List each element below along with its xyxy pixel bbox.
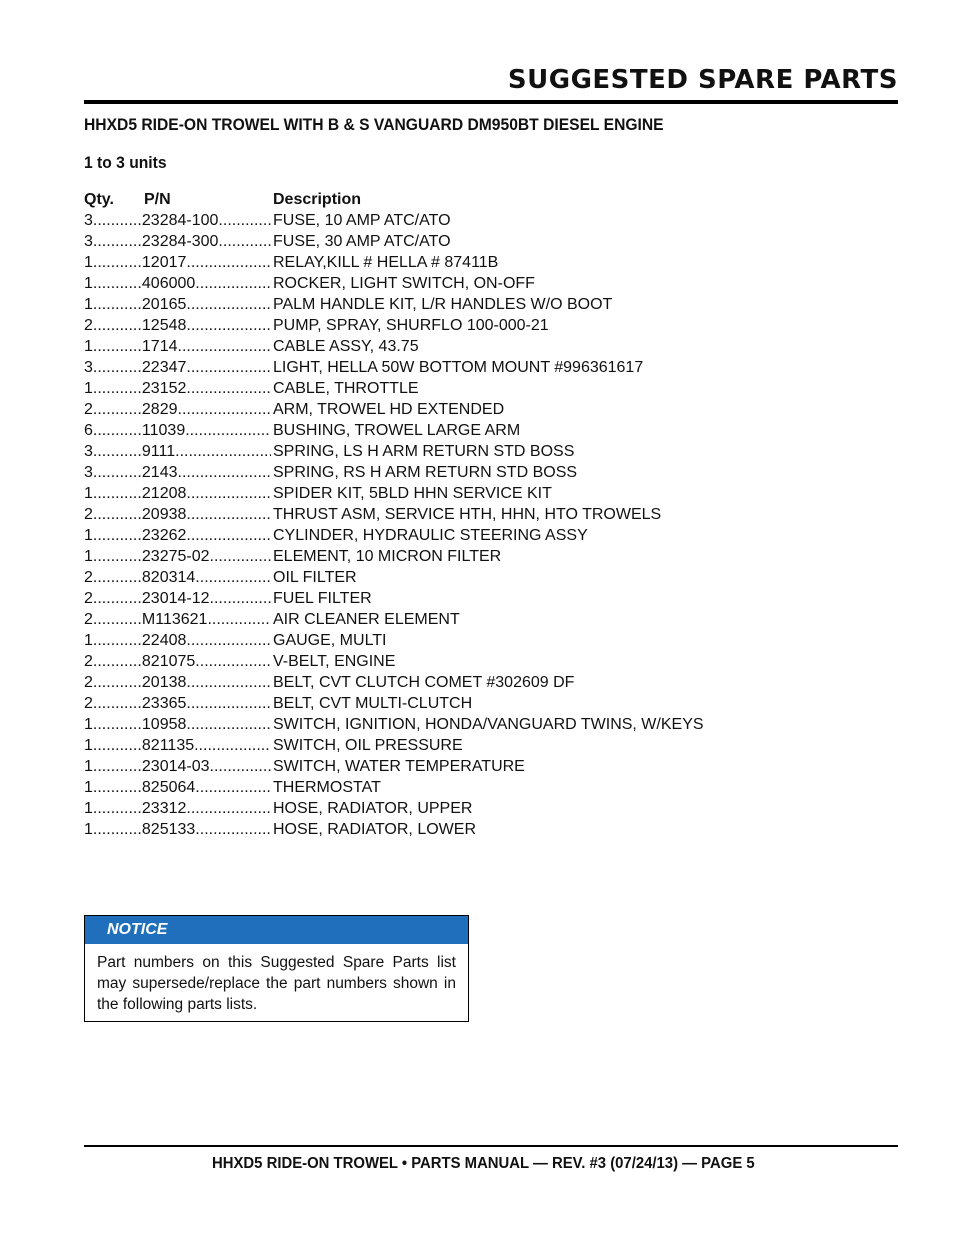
dot-leader bbox=[93, 672, 142, 693]
dot-leader bbox=[195, 651, 271, 672]
spare-parts-table bbox=[84, 189, 784, 840]
table-row bbox=[84, 756, 784, 777]
dot-leader bbox=[93, 483, 142, 504]
row-leader bbox=[84, 714, 271, 735]
row-description: CABLE ASSY, 43.75 bbox=[273, 338, 419, 355]
row-description: FUEL FILTER bbox=[273, 590, 372, 607]
row-leader bbox=[84, 672, 271, 693]
row-leader bbox=[84, 294, 271, 315]
unit-range-label: 1 to 3 units bbox=[84, 153, 167, 172]
row-qty: 1 bbox=[84, 632, 93, 649]
row-leader bbox=[84, 378, 271, 399]
column-header-pn: P/N bbox=[144, 191, 171, 208]
row-part-number: 23014-12 bbox=[141, 590, 210, 607]
dot-leader bbox=[186, 630, 271, 651]
row-part-number: 22408 bbox=[141, 632, 187, 649]
dot-leader bbox=[93, 504, 142, 525]
row-description: HOSE, RADIATOR, UPPER bbox=[273, 800, 473, 817]
row-leader bbox=[84, 819, 271, 840]
dot-leader bbox=[195, 273, 271, 294]
row-description: OIL FILTER bbox=[273, 569, 357, 586]
table-row bbox=[84, 777, 784, 798]
dot-leader bbox=[93, 420, 142, 441]
row-description: BELT, CVT CLUTCH COMET #302609 DF bbox=[273, 674, 575, 691]
row-qty: 1 bbox=[84, 548, 93, 565]
row-qty: 2 bbox=[84, 674, 93, 691]
row-part-number: 23262 bbox=[141, 527, 187, 544]
table-row bbox=[84, 609, 784, 630]
dot-leader bbox=[186, 378, 271, 399]
row-leader bbox=[84, 462, 271, 483]
row-description: LIGHT, HELLA 50W BOTTOM MOUNT #996361617 bbox=[273, 359, 644, 376]
row-qty: 1 bbox=[84, 380, 93, 397]
row-description: SWITCH, OIL PRESSURE bbox=[273, 737, 463, 754]
page-title: SUGGESTED SPARE PARTS bbox=[507, 65, 898, 95]
dot-leader bbox=[93, 315, 142, 336]
row-qty: 1 bbox=[84, 716, 93, 733]
row-qty: 1 bbox=[84, 800, 93, 817]
row-part-number: 820314 bbox=[141, 569, 196, 586]
table-row bbox=[84, 567, 784, 588]
row-leader bbox=[84, 231, 271, 252]
dot-leader bbox=[210, 546, 271, 567]
row-description: GAUGE, MULTI bbox=[273, 632, 387, 649]
dot-leader bbox=[186, 714, 271, 735]
row-qty: 6 bbox=[84, 422, 93, 439]
row-qty: 3 bbox=[84, 233, 93, 250]
row-part-number: 20938 bbox=[141, 506, 187, 523]
table-row bbox=[84, 483, 784, 504]
row-qty: 2 bbox=[84, 653, 93, 670]
row-qty: 1 bbox=[84, 527, 93, 544]
dot-leader bbox=[186, 693, 271, 714]
table-row bbox=[84, 525, 784, 546]
column-header-description: Description bbox=[273, 191, 362, 208]
row-description: HOSE, RADIATOR, LOWER bbox=[273, 821, 476, 838]
row-part-number: 22347 bbox=[141, 359, 187, 376]
table-row bbox=[84, 420, 784, 441]
row-leader bbox=[84, 336, 271, 357]
row-part-number: 23284-100 bbox=[141, 212, 219, 229]
row-part-number: 11039 bbox=[141, 422, 186, 439]
dot-leader bbox=[207, 609, 271, 630]
table-row bbox=[84, 252, 784, 273]
dot-leader bbox=[93, 525, 142, 546]
dot-leader bbox=[93, 693, 142, 714]
row-part-number: 406000 bbox=[141, 275, 196, 292]
row-leader bbox=[84, 483, 271, 504]
row-qty: 3 bbox=[84, 359, 93, 376]
dot-leader bbox=[93, 651, 142, 672]
row-leader bbox=[84, 735, 271, 756]
dot-leader bbox=[93, 735, 142, 756]
footer-divider bbox=[84, 1145, 898, 1147]
row-part-number: 9111 bbox=[141, 443, 176, 460]
row-leader bbox=[84, 630, 271, 651]
row-description: CABLE, THROTTLE bbox=[273, 380, 419, 397]
row-qty: 1 bbox=[84, 779, 93, 796]
row-qty: 2 bbox=[84, 695, 93, 712]
row-description: PALM HANDLE KIT, L/R HANDLES W/O BOOT bbox=[273, 296, 613, 313]
row-description: RELAY,KILL # HELLA # 87411B bbox=[273, 254, 499, 271]
dot-leader bbox=[93, 609, 142, 630]
dot-leader bbox=[93, 546, 142, 567]
row-part-number: 2143 bbox=[141, 464, 178, 481]
row-leader bbox=[84, 777, 271, 798]
dot-leader bbox=[93, 357, 142, 378]
row-description: THRUST ASM, SERVICE HTH, HHN, HTO TROWELS bbox=[273, 506, 662, 523]
dot-leader bbox=[186, 294, 271, 315]
dot-leader bbox=[186, 357, 271, 378]
dot-leader bbox=[93, 399, 142, 420]
dot-leader bbox=[186, 483, 271, 504]
dot-leader bbox=[93, 336, 142, 357]
dot-leader bbox=[93, 462, 142, 483]
dot-leader bbox=[93, 588, 142, 609]
row-part-number: 23365 bbox=[141, 695, 187, 712]
row-part-number: 825064 bbox=[141, 779, 196, 796]
row-description: BUSHING, TROWEL LARGE ARM bbox=[273, 422, 521, 439]
table-row bbox=[84, 672, 784, 693]
row-leader bbox=[84, 651, 271, 672]
row-qty: 1 bbox=[84, 338, 93, 355]
dot-leader bbox=[186, 315, 271, 336]
table-row bbox=[84, 336, 784, 357]
dot-leader bbox=[186, 798, 271, 819]
dot-leader bbox=[93, 273, 142, 294]
table-row bbox=[84, 210, 784, 231]
row-description: SWITCH, WATER TEMPERATURE bbox=[273, 758, 525, 775]
table-row bbox=[84, 273, 784, 294]
row-qty: 3 bbox=[84, 443, 93, 460]
row-part-number: 825133 bbox=[141, 821, 196, 838]
row-leader bbox=[84, 357, 271, 378]
row-part-number: 23284-300 bbox=[141, 233, 219, 250]
row-leader bbox=[84, 504, 271, 525]
table-row bbox=[84, 651, 784, 672]
row-description: SPRING, RS H ARM RETURN STD BOSS bbox=[273, 464, 578, 481]
dot-leader bbox=[93, 294, 142, 315]
dot-leader bbox=[186, 672, 271, 693]
row-qty: 3 bbox=[84, 464, 93, 481]
table-row bbox=[84, 231, 784, 252]
row-part-number: 23014-03 bbox=[141, 758, 210, 775]
row-description: FUSE, 10 AMP ATC/ATO bbox=[273, 212, 451, 229]
table-row bbox=[84, 399, 784, 420]
row-part-number: 12017 bbox=[141, 254, 187, 271]
row-part-number: 821135 bbox=[141, 737, 195, 754]
table-row bbox=[84, 504, 784, 525]
row-part-number: 10958 bbox=[141, 716, 187, 733]
dot-leader bbox=[195, 777, 271, 798]
row-leader bbox=[84, 441, 271, 462]
dot-leader bbox=[185, 420, 271, 441]
dot-leader bbox=[210, 756, 271, 777]
row-leader bbox=[84, 546, 271, 567]
table-row bbox=[84, 315, 784, 336]
table-row bbox=[84, 441, 784, 462]
row-part-number: 23312 bbox=[141, 800, 187, 817]
row-part-number: 821075 bbox=[141, 653, 196, 670]
row-leader bbox=[84, 693, 271, 714]
row-qty: 2 bbox=[84, 611, 93, 628]
row-part-number: M113621 bbox=[141, 611, 208, 628]
notice-text: Part numbers on this Suggested Spare Parts list may supersede/replace the part numbers shown in the following parts lists. bbox=[97, 954, 456, 1013]
dot-leader bbox=[93, 819, 142, 840]
table-row bbox=[84, 714, 784, 735]
row-leader bbox=[84, 525, 271, 546]
dot-leader bbox=[186, 504, 271, 525]
document-subtitle: HHXD5 RIDE-ON TROWEL WITH B & S VANGUARD DM950BT DIESEL ENGINE bbox=[84, 115, 664, 134]
row-qty: 1 bbox=[84, 821, 93, 838]
row-description: THERMOSTAT bbox=[273, 779, 381, 796]
row-leader bbox=[84, 252, 271, 273]
row-leader bbox=[84, 588, 271, 609]
dot-leader bbox=[93, 210, 142, 231]
row-qty: 3 bbox=[84, 212, 93, 229]
row-description: ARM, TROWEL HD EXTENDED bbox=[273, 401, 505, 418]
row-part-number: 23275-02 bbox=[141, 548, 210, 565]
dot-leader bbox=[210, 588, 271, 609]
dot-leader bbox=[186, 252, 271, 273]
row-leader bbox=[84, 756, 271, 777]
row-description: AIR CLEANER ELEMENT bbox=[273, 611, 460, 628]
row-qty: 1 bbox=[84, 296, 93, 313]
row-qty: 1 bbox=[84, 737, 93, 754]
dot-leader bbox=[175, 441, 271, 462]
dot-leader bbox=[93, 231, 142, 252]
dot-leader bbox=[218, 231, 271, 252]
row-description: FUSE, 30 AMP ATC/ATO bbox=[273, 233, 451, 250]
row-leader bbox=[84, 315, 271, 336]
row-leader bbox=[84, 210, 271, 231]
row-part-number: 21208 bbox=[141, 485, 187, 502]
column-header-qty: Qty. bbox=[84, 191, 114, 208]
dot-leader bbox=[93, 777, 142, 798]
row-qty: 1 bbox=[84, 275, 93, 292]
dot-leader bbox=[93, 252, 142, 273]
table-row bbox=[84, 735, 784, 756]
row-qty: 1 bbox=[84, 758, 93, 775]
row-leader bbox=[84, 609, 271, 630]
row-description: PUMP, SPRAY, SHURFLO 100-000-21 bbox=[273, 317, 549, 334]
row-description: SPRING, LS H ARM RETURN STD BOSS bbox=[273, 443, 575, 460]
row-part-number: 1714 bbox=[141, 338, 178, 355]
title-divider bbox=[84, 100, 898, 104]
dot-leader bbox=[93, 567, 142, 588]
row-description: CYLINDER, HYDRAULIC STEERING ASSY bbox=[273, 527, 588, 544]
dot-leader bbox=[93, 714, 142, 735]
row-qty: 1 bbox=[84, 485, 93, 502]
row-part-number: 23152 bbox=[141, 380, 187, 397]
table-row bbox=[84, 378, 784, 399]
row-qty: 2 bbox=[84, 317, 93, 334]
row-leader bbox=[84, 420, 271, 441]
dot-leader bbox=[178, 399, 272, 420]
row-description: SWITCH, IGNITION, HONDA/VANGUARD TWINS, W/KEYS bbox=[273, 716, 704, 733]
table-row bbox=[84, 819, 784, 840]
row-leader bbox=[84, 798, 271, 819]
dot-leader bbox=[178, 336, 272, 357]
page-footer: HHXD5 RIDE-ON TROWEL • PARTS MANUAL — REV. #3 (07/24/13) — PAGE 5 bbox=[212, 1155, 755, 1172]
table-row bbox=[84, 693, 784, 714]
row-part-number: 12548 bbox=[141, 317, 187, 334]
row-part-number: 20138 bbox=[141, 674, 187, 691]
dot-leader bbox=[93, 798, 142, 819]
dot-leader bbox=[195, 819, 271, 840]
dot-leader bbox=[93, 441, 142, 462]
dot-leader bbox=[194, 735, 271, 756]
notice-header: NOTICE bbox=[85, 916, 468, 944]
dot-leader bbox=[218, 210, 271, 231]
row-qty: 2 bbox=[84, 401, 93, 418]
table-row bbox=[84, 588, 784, 609]
dot-leader bbox=[93, 630, 142, 651]
row-leader bbox=[84, 567, 271, 588]
notice-box bbox=[84, 915, 469, 1022]
row-description: ELEMENT, 10 MICRON FILTER bbox=[273, 548, 502, 565]
dot-leader bbox=[93, 378, 142, 399]
row-qty: 2 bbox=[84, 506, 93, 523]
row-description: ROCKER, LIGHT SWITCH, ON-OFF bbox=[273, 275, 535, 292]
row-qty: 2 bbox=[84, 569, 93, 586]
table-header-row bbox=[84, 189, 784, 210]
dot-leader bbox=[186, 525, 271, 546]
row-part-number: 2829 bbox=[141, 401, 178, 418]
table-row bbox=[84, 630, 784, 651]
row-description: BELT, CVT MULTI-CLUTCH bbox=[273, 695, 473, 712]
row-qty: 2 bbox=[84, 590, 93, 607]
table-row bbox=[84, 294, 784, 315]
table-row bbox=[84, 462, 784, 483]
row-qty: 1 bbox=[84, 254, 93, 271]
table-row bbox=[84, 546, 784, 567]
dot-leader bbox=[93, 756, 142, 777]
table-row bbox=[84, 357, 784, 378]
row-description: V-BELT, ENGINE bbox=[273, 653, 396, 670]
row-leader bbox=[84, 399, 271, 420]
table-row bbox=[84, 798, 784, 819]
row-description: SPIDER KIT, 5BLD HHN SERVICE KIT bbox=[273, 485, 552, 502]
dot-leader bbox=[178, 462, 272, 483]
row-leader bbox=[84, 273, 271, 294]
dot-leader bbox=[195, 567, 271, 588]
row-part-number: 20165 bbox=[141, 296, 187, 313]
